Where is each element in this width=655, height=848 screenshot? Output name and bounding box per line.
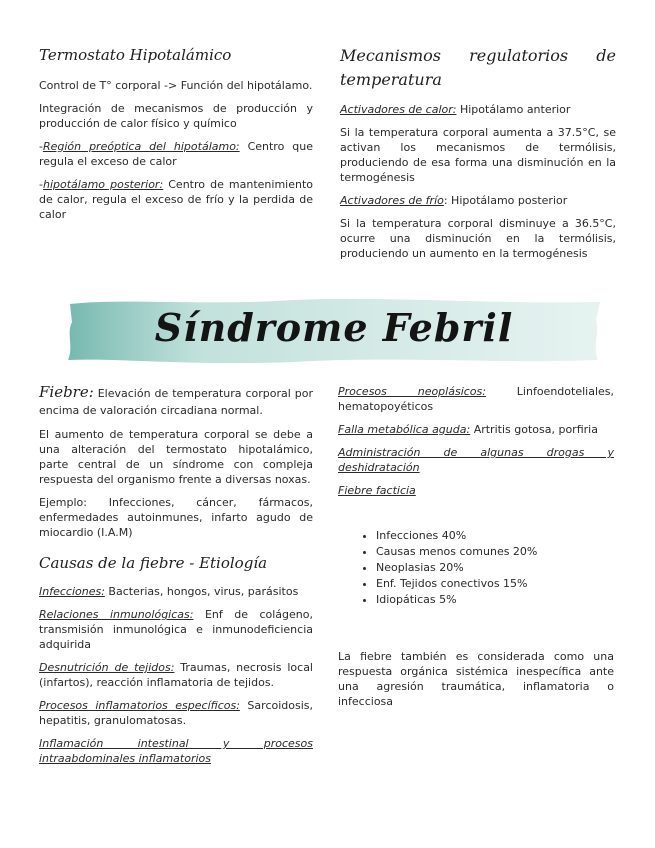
- list-item: • Enf. Tejidos conectivos 15%: [376, 576, 614, 591]
- termostato-p3: [39, 139, 313, 169]
- causa-text: Traumas, necrosis local (infartos), reacción inflamatoria de tejidos.: [39, 661, 313, 689]
- causa-term: Infecciones:: [39, 585, 105, 598]
- list-item: • Causas menos comunes 20%: [376, 544, 614, 559]
- causa-term: Procesos neoplásicos:: [338, 385, 486, 398]
- banner-title: Síndrome Febril: [154, 305, 514, 350]
- causa-term: Relaciones inmunológicas:: [39, 608, 194, 621]
- causa-term: Fiebre facticia: [338, 484, 416, 497]
- region-preoptica-term: Región preóptica del hipotálamo:: [42, 140, 240, 153]
- causa-item: [338, 445, 614, 475]
- causa-term: Procesos inflamatorios específicos:: [39, 699, 240, 712]
- activadores-frio-term: Activadores de frío: [340, 194, 444, 207]
- termostato-p2: Integración de mecanismos de producción y producción de calor físico y químico: [39, 102, 313, 130]
- termostato-p4-text: Centro de mantenimiento de calor, regula el exceso de frío y la perdida de calor: [39, 178, 314, 221]
- causa-text: Sarcoidosis, hepatitis, granulomatosas.: [39, 699, 313, 727]
- mecanismos-title: Mecanismos regulatorios de temperatura: [340, 46, 616, 89]
- termostato-p3-text: Centro que regula el exceso de calor: [39, 140, 313, 168]
- activadores-calor-desc: Si la temperatura corporal aumenta a 37.5°C, se activan los mecanismos de termólisis, produciendo de esa forma una disminución en la termogénesis: [340, 126, 616, 184]
- causa-item: [39, 584, 313, 599]
- causa-text: Artritis gotosa, porfiria: [470, 423, 598, 436]
- causa-term: Desnutrición de tejidos:: [39, 661, 175, 674]
- causa-item: [39, 660, 313, 690]
- hipotalamo-posterior-term: hipotálamo posterior:: [42, 178, 164, 191]
- causa-text: Linfoendoteliales, hematopoyéticos: [338, 385, 614, 413]
- causas-list: [39, 584, 313, 766]
- activadores-calor-term: Activadores de calor:: [340, 103, 457, 116]
- activadores-calor: [340, 102, 616, 117]
- final-paragraph: La fiebre también es considerada como una respuesta orgánica sistémica inespecífica ante una agresión traumática, inflamatoria o infecciosa: [338, 650, 614, 708]
- activadores-frio-desc: Si la temperatura corporal disminuye a 36.5°C, ocurre una disminución en la termólisis, produciendo un aumento en la termogénesis: [340, 217, 616, 260]
- fiebre-p2: El aumento de temperatura corporal se debe a una alteración del termostato hipotalámico, parte central de un síndrome con compleja respuesta del organismo frente a diversas noxas.: [39, 428, 313, 486]
- stats-list: [338, 528, 614, 607]
- causa-item: [338, 483, 614, 498]
- activadores-frio: [340, 193, 616, 208]
- causa-item: [39, 698, 313, 728]
- causa-text: Enf de colágeno, transmisión inmunológica e inmunodeficiencia adquirida: [39, 608, 313, 651]
- activadores-calor-text: Hipotálamo anterior: [456, 103, 571, 116]
- causa-term: Falla metabólica aguda:: [338, 423, 471, 436]
- causa-term: Inflamación intestinal y procesos intraabdominales inflamatorios: [39, 737, 313, 765]
- fiebre-section: [39, 384, 313, 774]
- list-item: • Idiopáticas 5%: [376, 592, 614, 607]
- termostato-p4: [39, 177, 313, 222]
- sindrome-febril-banner: [64, 294, 604, 366]
- activadores-frio-text: : Hipotálamo posterior: [443, 194, 568, 207]
- causa-term: Administración de algunas drogas y deshidratación: [338, 446, 614, 474]
- causas-cont-section: [338, 384, 614, 717]
- causa-text: Bacterias, hongos, virus, parásitos: [104, 585, 299, 598]
- fiebre-def-text: Elevación de temperatura corporal por encima de valoración circadiana normal.: [39, 387, 313, 417]
- list-item: • Neoplasias 20%: [376, 560, 614, 575]
- fiebre-def: [39, 384, 313, 419]
- termostato-section: [39, 44, 313, 230]
- causas-title: Causas de la fiebre - Etiología: [39, 554, 268, 572]
- termostato-p3-prefix: -: [39, 140, 43, 153]
- termostato-p1: Control de T° corporal -> Función del hipotálamo.: [39, 79, 313, 92]
- causa-item: [39, 736, 313, 766]
- fiebre-term: Fiebre:: [39, 383, 94, 401]
- causa-item: [338, 384, 614, 414]
- fiebre-p3: Ejemplo: Infecciones, cáncer, fármacos, enfermedades autoinmunes, infarto agudo de miocardio (I.A.M): [39, 496, 313, 539]
- causa-item: [338, 422, 614, 437]
- termostato-p4-prefix: -: [39, 178, 43, 191]
- list-item: • Infecciones 40%: [376, 528, 614, 543]
- termostato-title: Termostato Hipotalámico: [39, 46, 232, 64]
- mecanismos-section: [340, 44, 616, 269]
- causa-item: [39, 607, 313, 652]
